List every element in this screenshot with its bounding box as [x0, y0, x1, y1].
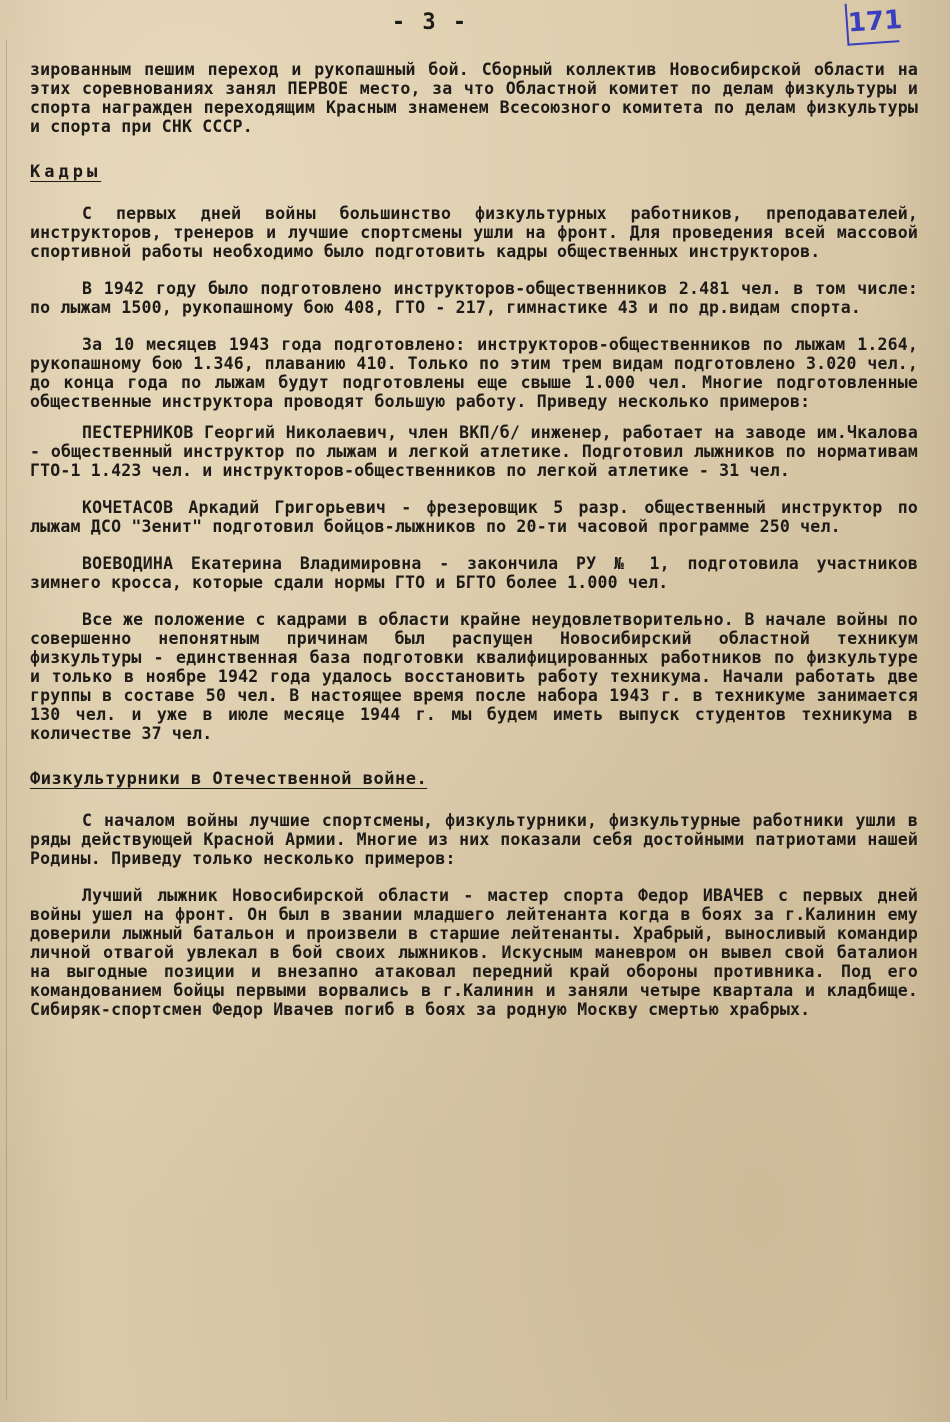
- section-heading-war: Физкультурники в Отечественной войне.: [30, 769, 428, 789]
- document-body: [30, 60, 918, 1037]
- paragraph-war-staff: С первых дней войны большинство физкультурных работников, преподавателей, инструкторов, тренеров и лучшие спортсмены ушли на фронт. Для проведения всей массовой спортивной работы необходимо было подготовить кадры общественных инструкторов.: [30, 204, 918, 261]
- paragraph-voevodina: ВОЕВОДИНА Екатерина Владимировна - закончила РУ № 1, подготовила участников зимнего кросса, которые сдали нормы ГТО и БГТО более 1.000 чел.: [30, 554, 918, 592]
- section-heading-kadry: Кадры: [30, 162, 102, 182]
- page-number: - 3 -: [391, 10, 469, 35]
- paragraph-kochetasov: КОЧЕТАСОВ Аркадий Григорьевич - фрезеровщик 5 разр. общественный инструктор по лыжам ДСО "Зенит" подготовил бойцов-лыжников по 20-ти часовой программе 250 чел.: [30, 498, 918, 536]
- intro-paragraph: зированным пешим переход и рукопашный бой. Сборный коллектив Новосибирской области на этих соревнованиях занял ПЕРВОЕ место, за что Областной комитет по делам физкультуры и спорта награжден переходящим Красным знаменем Всесоюзного комитета по делам физкультуры и спорта при СНК СССР.: [30, 60, 918, 136]
- paragraph-ivachev: Лучший лыжник Новосибирской области - мастер спорта Федор ИВАЧЕВ с первых дней войны ушел на фронт. Он был в звании младшего лейтенанта когда в боях за г.Калинин ему доверили лыжный батальон и произвели в старшие лейтенанты. Храбрый, выносливый командир личной отвагой увлекал в бой своих лыжников. Искусным маневром он вывел свой баталион на выгодные позиции и внезапно атаковал передний край обороны противника. Под его командованием бойцы первыми ворвались в г.Калинин и заняли четыре квартала и кладбище. Сибиряк-спортсмен Федор Ивачев погиб в боях за родную Москву смертью храбрых.: [30, 886, 918, 1019]
- paragraph-technical-school: Все же положение с кадрами в области крайне неудовлетворительно. В начале войны по совершенно непонятным причинам был распущен Новосибирский областной техникум физкультуры - единственная база подготовки квалифицированных работников по физкультуре и только в ноябре 1942 года удалось восстановить работу техникума. Начали работать две группы в составе 50 чел. В настоящее время после набора 1943 г. в техникуме занимается 130 чел. и уже в июле месяце 1944 г. мы будем иметь выпуск студентов техникума в количестве 37 чел.: [30, 610, 918, 743]
- paragraph-pesternikov: ПЕСТЕРНИКОВ Георгий Николаевич, член ВКП/б/ инженер, работает на заводе им.Чкалова - общественный инструктор по лыжам и легкой атлетике. Подготовил лыжников по нормативам ГТО-1 1.423 чел. и инструкторов-общественников по легкой атлетике - 31 чел.: [30, 423, 918, 480]
- margin-fold-line: [6, 40, 7, 1400]
- paragraph-1942-training: В 1942 году было подготовлено инструкторов-общественников 2.481 чел. в том числе: по лыжам 1500, рукопашному бою 408, ГТО - 217, гимнастике 43 и по др.видам спорта.: [30, 279, 918, 317]
- paragraph-1943-training: За 10 месяцев 1943 года подготовлено: инструкторов-общественников по лыжам 1.264, рукопашному бою 1.346, плаванию 410. Только по этим трем видам подготовлено 3.020 чел., до конца года по лыжам будут подготовлены еще свыше 1.000 чел. Многие подготовленные общественные инструктора проводят большую работу. Приведу несколько примеров:: [30, 335, 918, 411]
- paragraph-athletes-at-war: С началом войны лучшие спортсмены, физкультурники, физкультурные работники ушли в ряды действующей Красной Армии. Многие из них показали себя достойными патриотами нашей Родины. Приведу только несколько примеров:: [30, 811, 918, 868]
- archive-page-stamp: 171: [845, 0, 900, 46]
